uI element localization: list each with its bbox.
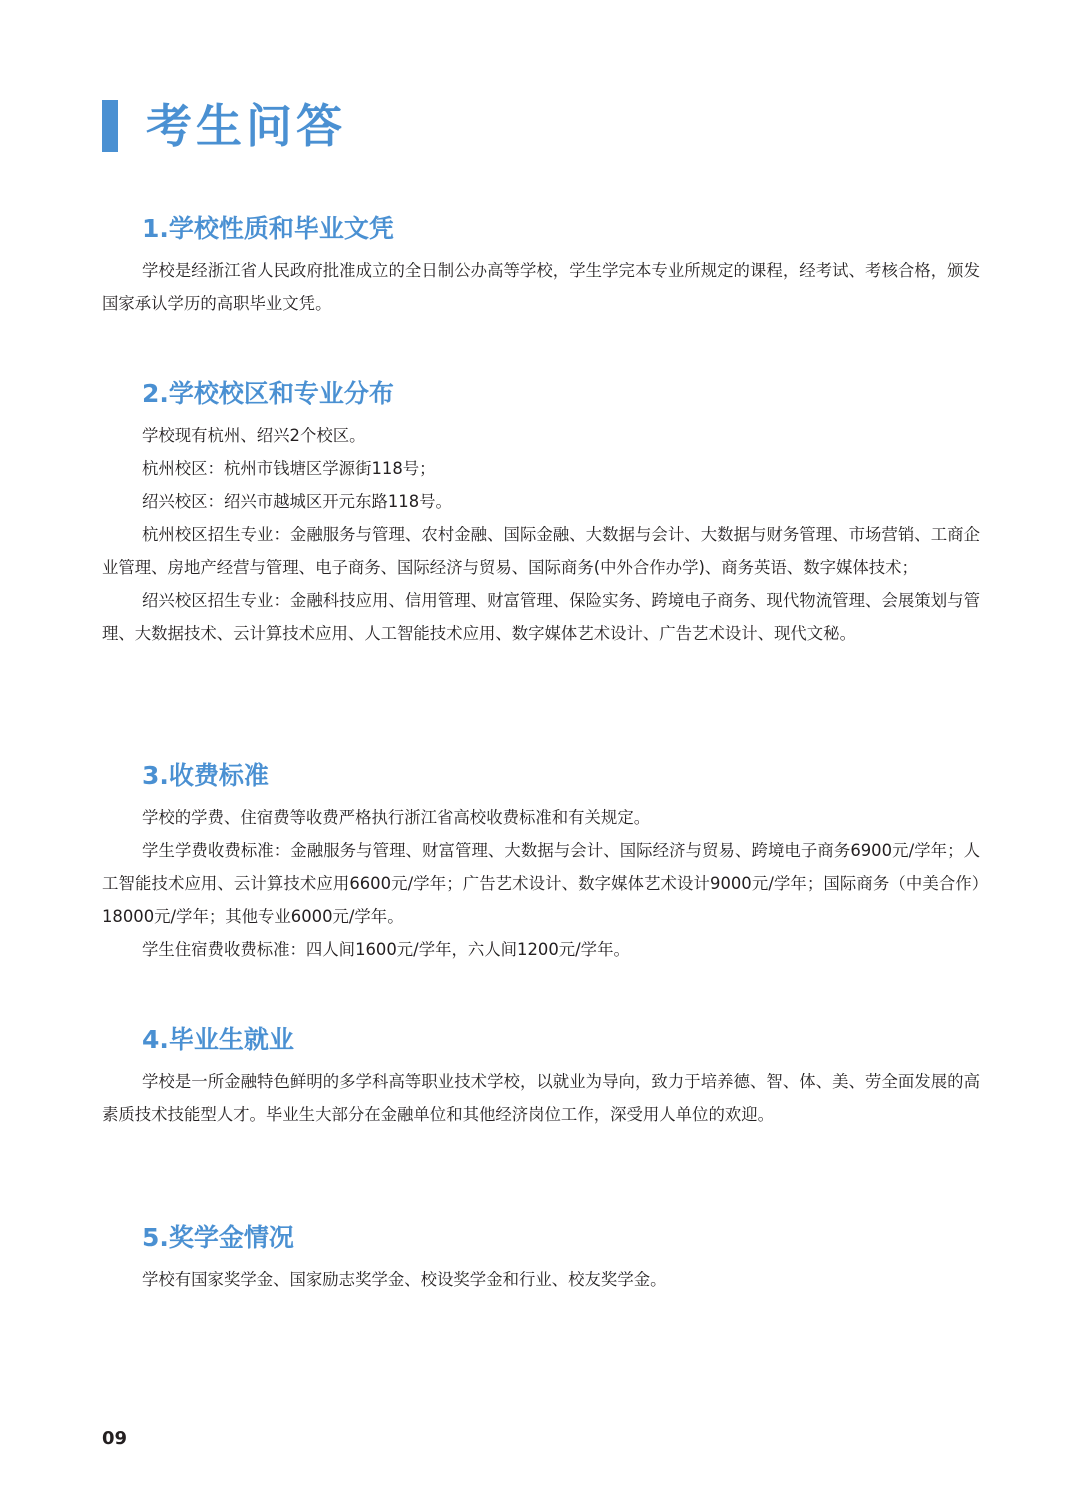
section-qualification [102,212,980,320]
section-paragraph: 绍兴校区：绍兴市越城区开元东路118号。 [142,492,452,511]
section-paragraph: 学生住宿费收费标准：四人间1600元/学年，六人间1200元/学年。 [142,940,630,959]
section-paragraph: 学校有国家奖学金、国家励志奖学金、校设奖学金和行业、校友奖学金。 [142,1270,667,1289]
section-employment [102,1023,980,1131]
section-paragraph: 学生学费收费标准：金融服务与管理、财富管理、大数据与会计、国际经济与贸易、跨境电子商务6900元/学年；人工智能技术应用、云计算技术应用6600元/学年；广告艺术设计、数字媒体艺术设计9000元/学年；国际商务（中美合作）18000元/学年；其他专业6000元/学年。 [102,841,980,926]
section-heading: 3.收费标准 [142,761,269,790]
section-paragraph: 杭州校区招生专业：金融服务与管理、农村金融、国际金融、大数据与会计、大数据与财务管理、市场营销、工商企业管理、房地产经营与管理、电子商务、国际经济与贸易、国际商务(中外合作办学)、商务英语、数字媒体技术； [102,525,980,577]
title-accent-bar [102,100,118,152]
section-paragraph: 杭州校区：杭州市钱塘区学源街118号； [142,459,436,478]
section-heading: 1.学校性质和毕业文凭 [142,214,394,243]
section-paragraph: 学校是经浙江省人民政府批准成立的全日制公办高等学校，学生学完本专业所规定的课程，经考试、考核合格，颁发国家承认学历的高职毕业文凭。 [102,261,980,313]
section-fees [102,759,980,966]
page-header [102,96,346,156]
section-heading: 4.毕业生就业 [142,1025,294,1054]
section-paragraph: 学校现有杭州、绍兴2个校区。 [142,426,366,445]
section-paragraph: 绍兴校区招生专业：金融科技应用、信用管理、财富管理、保险实务、跨境电子商务、现代物流管理、会展策划与管理、大数据技术、云计算技术应用、人工智能技术应用、数字媒体艺术设计、广告艺术设计、现代文秘。 [102,591,980,643]
page-title: 考生问答 [146,99,346,153]
section-paragraph: 学校的学费、住宿费等收费严格执行浙江省高校收费标准和有关规定。 [142,808,651,827]
section-heading: 2.学校校区和专业分布 [142,379,394,408]
section-campus [102,377,980,650]
section-paragraph: 学校是一所金融特色鲜明的多学科高等职业技术学校，以就业为导向，致力于培养德、智、体、美、劳全面发展的高素质技术技能型人才。毕业生大部分在金融单位和其他经济岗位工作，深受用人单位的欢迎。 [102,1072,980,1124]
section-heading: 5.奖学金情况 [142,1223,294,1252]
section-scholarship [102,1221,980,1296]
page-number: 09 [102,1428,128,1449]
